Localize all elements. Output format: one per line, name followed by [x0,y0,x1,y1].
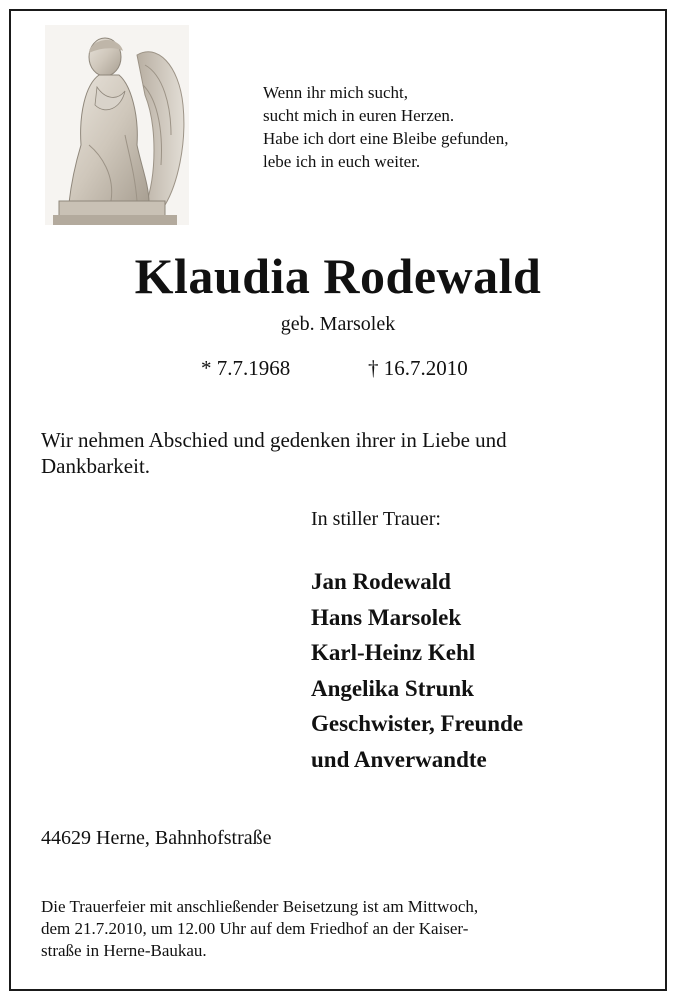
birth-date: * 7.7.1968 [201,356,291,380]
mourner-name: und Anverwandte [311,746,487,772]
ceremony-line: straße in Herne-Baukau. [41,941,207,960]
farewell-line: Dankbarkeit. [41,454,151,478]
mourner-name: Hans Marsolek [311,604,462,630]
death-date: † 16.7.2010 [368,356,468,380]
poem-line: Wenn ihr mich sucht, [263,83,408,102]
ceremony-notice [41,896,478,962]
maiden-name: geb. Marsolek [280,313,396,335]
farewell-text [41,427,601,479]
ceremony-line: dem 21.7.2010, um 12.00 Uhr auf dem Friedhof an der Kaiser- [41,919,469,938]
mourner-name: Geschwister, Freunde [311,711,524,736]
poem-line: Habe ich dort eine Bleibe gefunden, [263,129,509,148]
poem [263,81,508,173]
mourner-name: Jan Rodewald [311,569,451,594]
farewell-line: Wir nehmen Abschied und gedenken ihrer in Liebe und [41,428,507,452]
mourner-name: Angelika Strunk [311,675,474,701]
ceremony-line: Die Trauerfeier mit anschließender Beisetzung ist am Mittwoch, [41,897,479,916]
mourner-name: Karl-Heinz Kehl [311,640,476,665]
mourners-list [311,564,523,777]
poem-line: lebe ich in euch weiter. [263,152,421,171]
address: 44629 Herne, Bahnhofstraße [41,827,272,849]
mourning-heading: In stiller Trauer: [311,508,441,530]
deceased-name: Klaudia Rodewald [134,248,542,304]
angel-statue-image [45,25,189,225]
obituary-frame [9,9,667,991]
poem-line: sucht mich in euren Herzen. [263,106,455,125]
